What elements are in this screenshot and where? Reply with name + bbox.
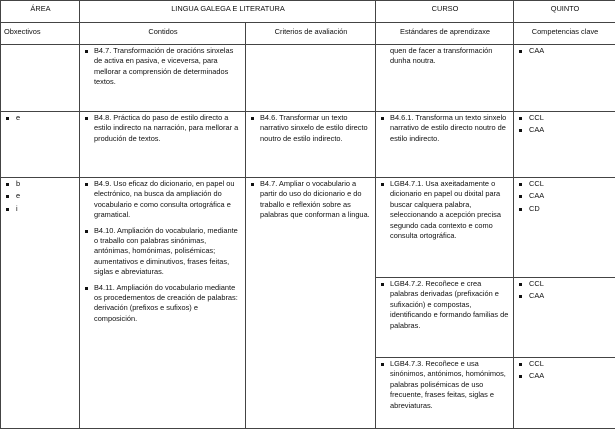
- criteria-cell: [246, 112, 376, 178]
- competence-item: CCL: [517, 279, 613, 289]
- competences-cell: [514, 112, 615, 178]
- criteria-cell: [246, 45, 376, 112]
- criterion-item: B4.7. Ampliar o vocabulario a partir do uso do dicionario e do traballo e reflexión sobre as palabras que conforman a lingua.: [249, 179, 373, 221]
- column-header-competences: Competencias clave: [514, 23, 615, 45]
- standards-cell: [376, 112, 514, 178]
- area-label: ÁREA: [1, 1, 80, 23]
- table-row: [1, 45, 615, 112]
- standard-item: LGB4.7.3. Recoñece e usa sinónimos, antónimos, homónimos, palabras polisémicas de uso frecuente, frases feitas, siglas e abreviaturas.: [379, 359, 511, 411]
- standard-item: LGB4.7.1. Usa axeitadamente o dicionario en papel ou dixital para buscar calquera palabra, seleccionando a acepción precisa segundo cada contexto e como consulta ortográfica.: [379, 179, 511, 241]
- standards-cell: [376, 278, 514, 358]
- subject-title: LINGUA GALEGA E LITERATURA: [80, 1, 376, 23]
- competence-item: CCL: [517, 359, 613, 369]
- objectives-cell: [1, 112, 80, 178]
- contents-cell: [80, 178, 246, 429]
- standards-cell: [376, 45, 514, 112]
- objective-item: b: [4, 179, 77, 189]
- content-item: B4.10. Ampliación do vocabulario, mediante o traballo con palabras sinónimas, antónimas, homónimas, polisémicas; aumentativos e diminutivos, frases feitas, siglas e abreviaturas.: [83, 226, 243, 278]
- competences-cell: [514, 278, 615, 358]
- contents-cell: [80, 112, 246, 178]
- contents-cell: [80, 45, 246, 112]
- standard-item: B4.6.1. Transforma un texto sinxelo narrativo de estilo directo noutro de estilo indirecto.: [379, 113, 511, 144]
- column-header-objectives: Obxectivos: [1, 23, 80, 45]
- standards-cell: [376, 178, 514, 278]
- competences-cell: [514, 45, 615, 112]
- column-header-standards: Estándares de aprendizaxe: [376, 23, 514, 45]
- competence-item: CD: [517, 204, 613, 214]
- header-row: [1, 1, 615, 23]
- standards-cell: [376, 358, 514, 429]
- criteria-cell: [246, 178, 376, 429]
- content-item: B4.8. Práctica do paso de estilo directo a estilo indirecto na narración, para mellorar a produción de textos.: [83, 113, 243, 144]
- column-header-contents: Contidos: [80, 23, 246, 45]
- objective-item: e: [4, 113, 77, 123]
- column-header-criteria: Criterios de avaliación: [246, 23, 376, 45]
- table-row: [1, 112, 615, 178]
- competences-cell: [514, 178, 615, 278]
- competence-item: CAA: [517, 291, 613, 301]
- course-label: CURSO: [376, 1, 514, 23]
- content-item: B4.7. Transformación de oracións sinxelas de activa en pasiva, e viceversa, para mellorar a comprensión de determinados textos.: [83, 46, 243, 88]
- content-item: B4.11. Ampliación do vocabulario mediante os procedementos de creación de palabras: derivación (prefixos e sufixos) e composición.: [83, 283, 243, 325]
- standard-text: quen de facer a transformación dunha noutra.: [390, 46, 493, 66]
- table-row: [1, 178, 615, 278]
- competence-item: CAA: [517, 371, 613, 381]
- content-item: B4.9. Uso eficaz do dicionario, en papel ou electrónico, na busca da ampliación do vocabulario e como consulta ortográfica e gramatical.: [83, 179, 243, 221]
- competence-item: CCL: [517, 179, 613, 189]
- column-header-row: [1, 23, 615, 45]
- competence-item: CCL: [517, 113, 613, 123]
- competence-item: CAA: [517, 191, 613, 201]
- standard-item: LGB4.7.2. Recoñece e crea palabras derivadas (prefixación e sufixación) e compostas, identificando e formando familias de palabras.: [379, 279, 511, 331]
- competence-item: CAA: [517, 125, 613, 135]
- objectives-cell: [1, 178, 80, 429]
- criterion-item: B4.6. Transformar un texto narrativo sinxelo de estilo directo noutro de estilo indirecto.: [249, 113, 373, 144]
- grade-value: QUINTO: [514, 1, 615, 23]
- objective-item: i: [4, 204, 77, 214]
- competences-cell: [514, 358, 615, 429]
- objective-item: e: [4, 191, 77, 201]
- competence-item: CAA: [517, 46, 613, 56]
- objectives-cell: [1, 45, 80, 112]
